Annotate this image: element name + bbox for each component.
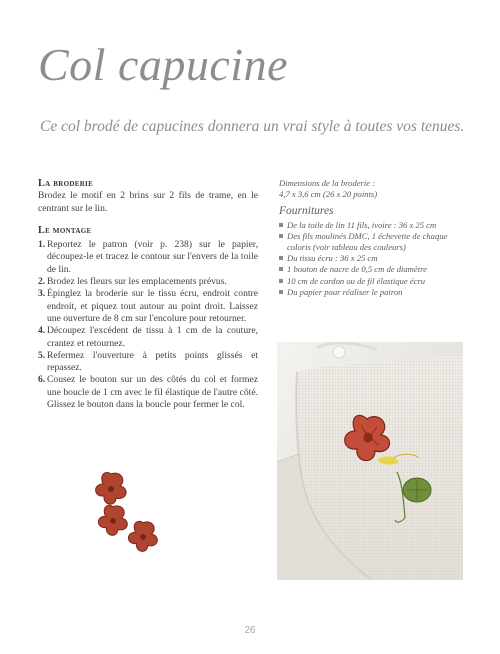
list-item: 6. Cousez le bouton sur un des côtés du col et formez une boucle de 1 cm avec le fil élastique de l'autre côté. Glissez le bouton dans la boucle pour fermer le col. xyxy=(38,374,258,411)
page-subtitle: Ce col brodé de capucines donnera un vrai style à toutes vos tenues. xyxy=(40,118,465,135)
list-item: 5. Refermez l'ouverture à petits points glissés et repassez. xyxy=(38,349,258,374)
montage-steps xyxy=(38,239,258,411)
list-item: Des fils moulinés DMC, 1 échevette de chaque coloris (voir tableau des couleurs) xyxy=(279,231,469,253)
list-item: 10 cm de cordon ou de fil élastique écru xyxy=(279,276,469,287)
fournitures-heading: Fournitures xyxy=(279,205,334,218)
montage-heading: Le montage xyxy=(38,224,92,236)
list-item: 1 bouton de nacre de 0,5 cm de diamètre xyxy=(279,264,469,275)
embroidery-motif xyxy=(93,468,163,553)
list-item: Du papier pour réaliser le patron xyxy=(279,287,469,298)
collar-photo-image xyxy=(277,342,463,580)
flower-motif-icon xyxy=(93,468,163,553)
list-item: 3. Épinglez la broderie sur le tissu écru, endroit contre endroit, et piquez tout autour au point droit. Laissez une ouverture de 8 cm sur l'encolure pour retourner. xyxy=(38,288,258,324)
dimensions-value: 4,7 x 3,6 cm (26 x 20 points) xyxy=(279,189,378,200)
collar-photo xyxy=(277,342,463,580)
page-title: Col capucine xyxy=(38,39,288,90)
broderie-text: Brodez le motif en 2 brins sur 2 fils de trame, en le centrant sur le lin. xyxy=(38,190,258,214)
list-item: 4. Découpez l'excédent de tissu à 1 cm de la couture, crantez et retournez. xyxy=(38,325,258,349)
fournitures-list xyxy=(279,220,469,298)
broderie-heading: La broderie xyxy=(38,178,94,189)
dimensions-label: Dimensions de la broderie : xyxy=(279,178,376,188)
broderie-section xyxy=(38,178,258,411)
list-item: 1. Reportez le patron (voir p. 238) sur le papier, découpez-le et tracez le contour sur l'envers de la toile de lin. xyxy=(38,239,258,275)
page-number: 26 xyxy=(244,625,256,636)
list-item: Du tissu écru : 36 x 25 cm xyxy=(279,253,469,264)
list-item: 2. Brodez les fleurs sur les emplacements prévus. xyxy=(38,276,227,288)
leaf-icon xyxy=(403,478,431,502)
supplies-section xyxy=(279,178,469,298)
list-item: De la toile de lin 11 fils, ivoire : 36 x 25 cm xyxy=(279,220,469,231)
